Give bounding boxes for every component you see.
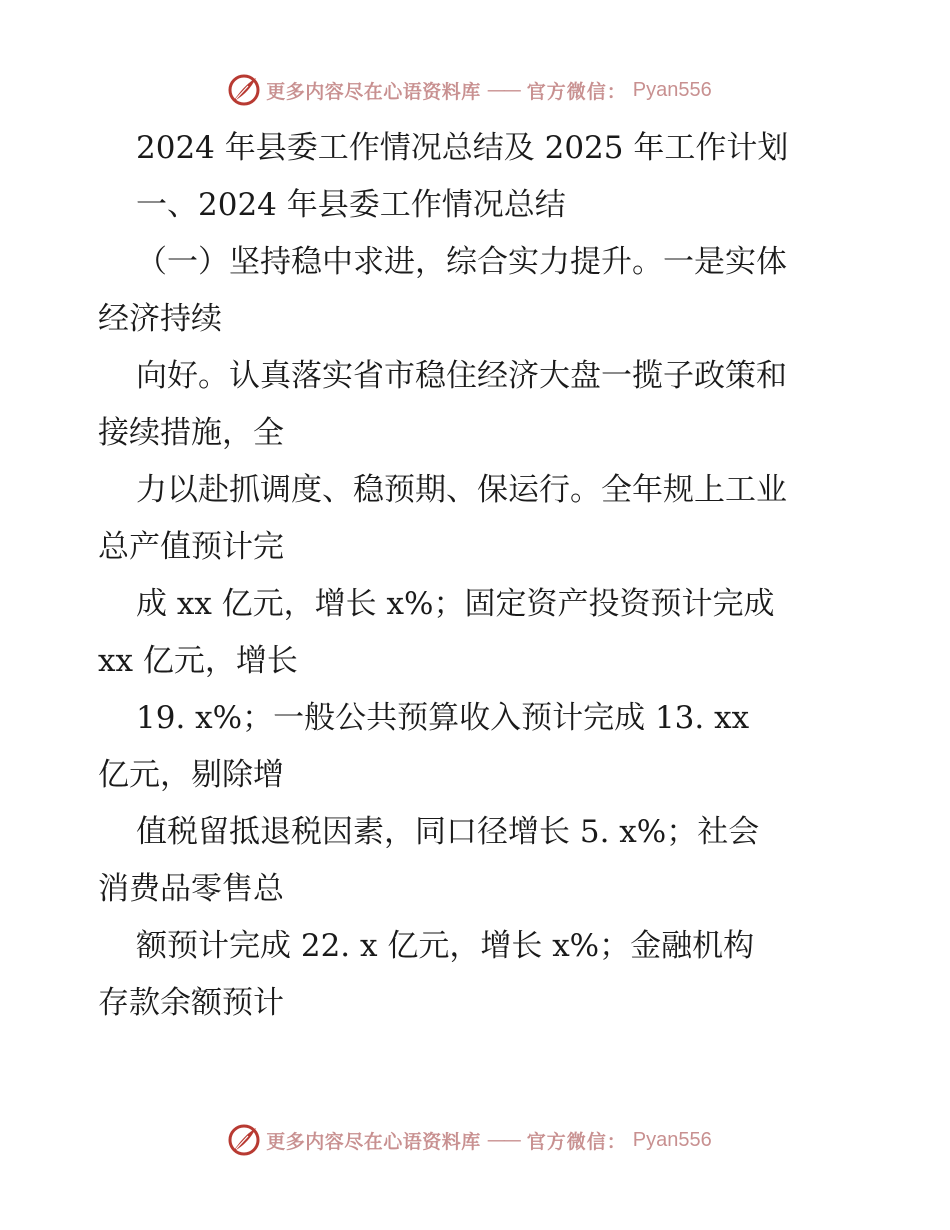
banner-site-text: 更多内容尽在心语资料库 xyxy=(266,1130,481,1153)
footer-banner-content xyxy=(226,1122,712,1158)
banner-wechat-label: 官方微信： xyxy=(526,80,627,103)
paragraph-line: 19. x%；一般公共预算收入预计完成 13. xx xyxy=(136,700,750,736)
banner-wechat-id: Pyan556 xyxy=(632,78,712,101)
paragraph-line: 总产值预计完 xyxy=(98,529,284,565)
banner-dash: —— xyxy=(486,1129,519,1151)
footer-banner xyxy=(0,1120,950,1160)
paragraph-line: （一）坚持稳中求进，综合实力提升。一是实体 xyxy=(136,244,787,280)
header-banner xyxy=(0,70,950,110)
banner-site-text: 更多内容尽在心语资料库 xyxy=(266,80,481,103)
section-heading: 一、2024 年县委工作情况总结 xyxy=(136,187,566,223)
paragraph-line: 力以赴抓调度、稳预期、保运行。全年规上工业 xyxy=(136,472,787,508)
paragraph-line: 接续措施，全 xyxy=(98,415,284,451)
paragraph-line: 存款余额预计 xyxy=(98,985,284,1021)
paragraph-line: 消费品零售总 xyxy=(98,871,284,907)
banner-dash: —— xyxy=(486,79,519,101)
feather-pen-circle-icon xyxy=(226,1122,262,1158)
feather-pen-circle-icon xyxy=(226,72,262,108)
header-banner-content xyxy=(226,72,712,108)
paragraph-line: 成 xx 亿元，增长 x%；固定资产投资预计完成 xyxy=(136,586,775,622)
document-title: 2024 年县委工作情况总结及 2025 年工作计划 xyxy=(136,130,789,166)
banner-wechat-label: 官方微信： xyxy=(526,1130,627,1153)
paragraph-line: 向好。认真落实省市稳住经济大盘一揽子政策和 xyxy=(136,358,787,394)
paragraph-line: 亿元，剔除增 xyxy=(98,757,284,793)
banner-wechat-id: Pyan556 xyxy=(632,1128,712,1151)
paragraph-line: 值税留抵退税因素，同口径增长 5. x%；社会 xyxy=(136,814,760,850)
paragraph-line: xx 亿元，增长 xyxy=(98,643,298,679)
paragraph-line: 额预计完成 22. x 亿元，增长 x%；金融机构 xyxy=(136,928,755,964)
paragraph-line: 经济持续 xyxy=(98,301,222,337)
